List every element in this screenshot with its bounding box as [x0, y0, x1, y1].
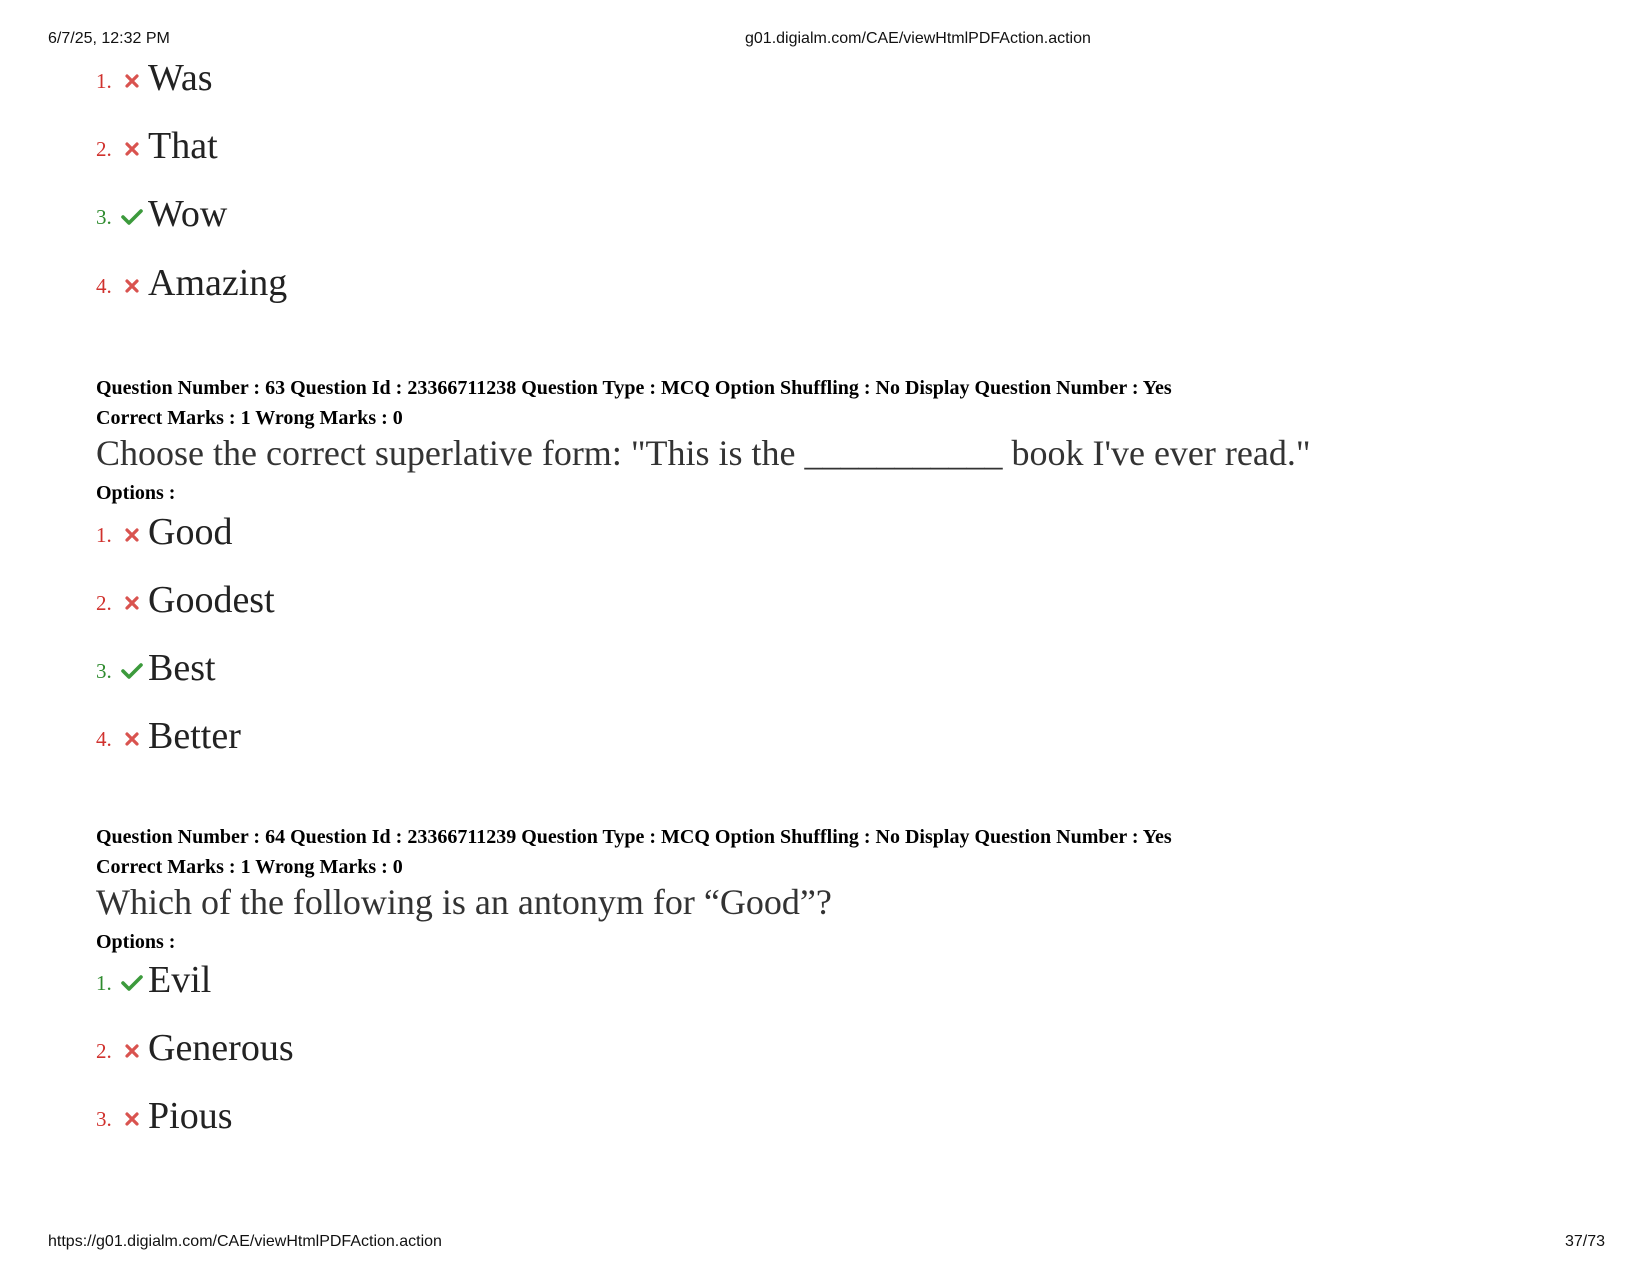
option-number: 3.	[96, 1107, 112, 1131]
check-icon	[120, 659, 144, 683]
check-icon	[120, 205, 144, 229]
cross-icon	[120, 727, 144, 751]
option-item	[96, 124, 218, 168]
question-marks: Correct Marks : 1 Wrong Marks : 0	[96, 407, 403, 429]
option-number: 1.	[96, 971, 112, 995]
question-text: Which of the following is an antonym for “Good”?	[96, 882, 832, 922]
option-item	[96, 56, 212, 100]
option-text: Better	[148, 715, 241, 757]
option-item	[96, 261, 287, 305]
option-item	[96, 1026, 294, 1070]
options-label: Options :	[96, 482, 176, 504]
print-footer-url: https://g01.digialm.com/CAE/viewHtmlPDFAction.action	[48, 1233, 442, 1250]
print-datetime: 6/7/25, 12:32 PM	[48, 30, 170, 47]
question-text: Choose the correct superlative form: "This is the ___________ book I've ever read."	[96, 433, 1311, 473]
cross-icon	[120, 523, 144, 547]
option-text: Evil	[148, 959, 212, 1001]
option-text: Pious	[148, 1095, 233, 1137]
option-number: 1.	[96, 69, 112, 93]
page-number: 37/73	[1564, 1233, 1605, 1250]
cross-icon	[120, 69, 144, 93]
option-item	[96, 578, 275, 622]
option-text: Was	[148, 57, 213, 99]
check-icon	[120, 971, 144, 995]
option-item	[96, 192, 227, 236]
question-meta: Question Number : 64 Question Id : 23366711239 Question Type : MCQ Option Shuffling : No Display Question Number : Yes	[96, 826, 1172, 848]
option-number: 3.	[96, 659, 112, 683]
option-item	[96, 646, 216, 690]
print-header-url: g01.digialm.com/CAE/viewHtmlPDFAction.action	[745, 30, 1091, 47]
cross-icon	[120, 137, 144, 161]
cross-icon	[120, 1039, 144, 1063]
option-number: 3.	[96, 205, 112, 229]
option-item	[96, 714, 241, 758]
cross-icon	[120, 591, 144, 615]
option-text: Good	[148, 511, 233, 553]
option-number: 2.	[96, 137, 112, 161]
question-meta: Question Number : 63 Question Id : 23366711238 Question Type : MCQ Option Shuffling : No Display Question Number : Yes	[96, 377, 1172, 399]
option-number: 1.	[96, 523, 112, 547]
option-number: 4.	[96, 274, 112, 298]
question-marks: Correct Marks : 1 Wrong Marks : 0	[96, 856, 403, 878]
option-item	[96, 1094, 232, 1138]
option-number: 2.	[96, 1039, 112, 1063]
option-number: 2.	[96, 591, 112, 615]
option-number: 4.	[96, 727, 112, 751]
option-text: Amazing	[148, 262, 288, 304]
option-text: That	[148, 125, 218, 167]
options-label: Options :	[96, 931, 176, 953]
cross-icon	[120, 1107, 144, 1131]
option-item	[96, 958, 211, 1002]
option-text: Generous	[148, 1027, 294, 1069]
option-text: Wow	[148, 193, 228, 235]
cross-icon	[120, 274, 144, 298]
option-item	[96, 510, 232, 554]
option-text: Goodest	[148, 579, 275, 621]
option-text: Best	[148, 647, 216, 689]
